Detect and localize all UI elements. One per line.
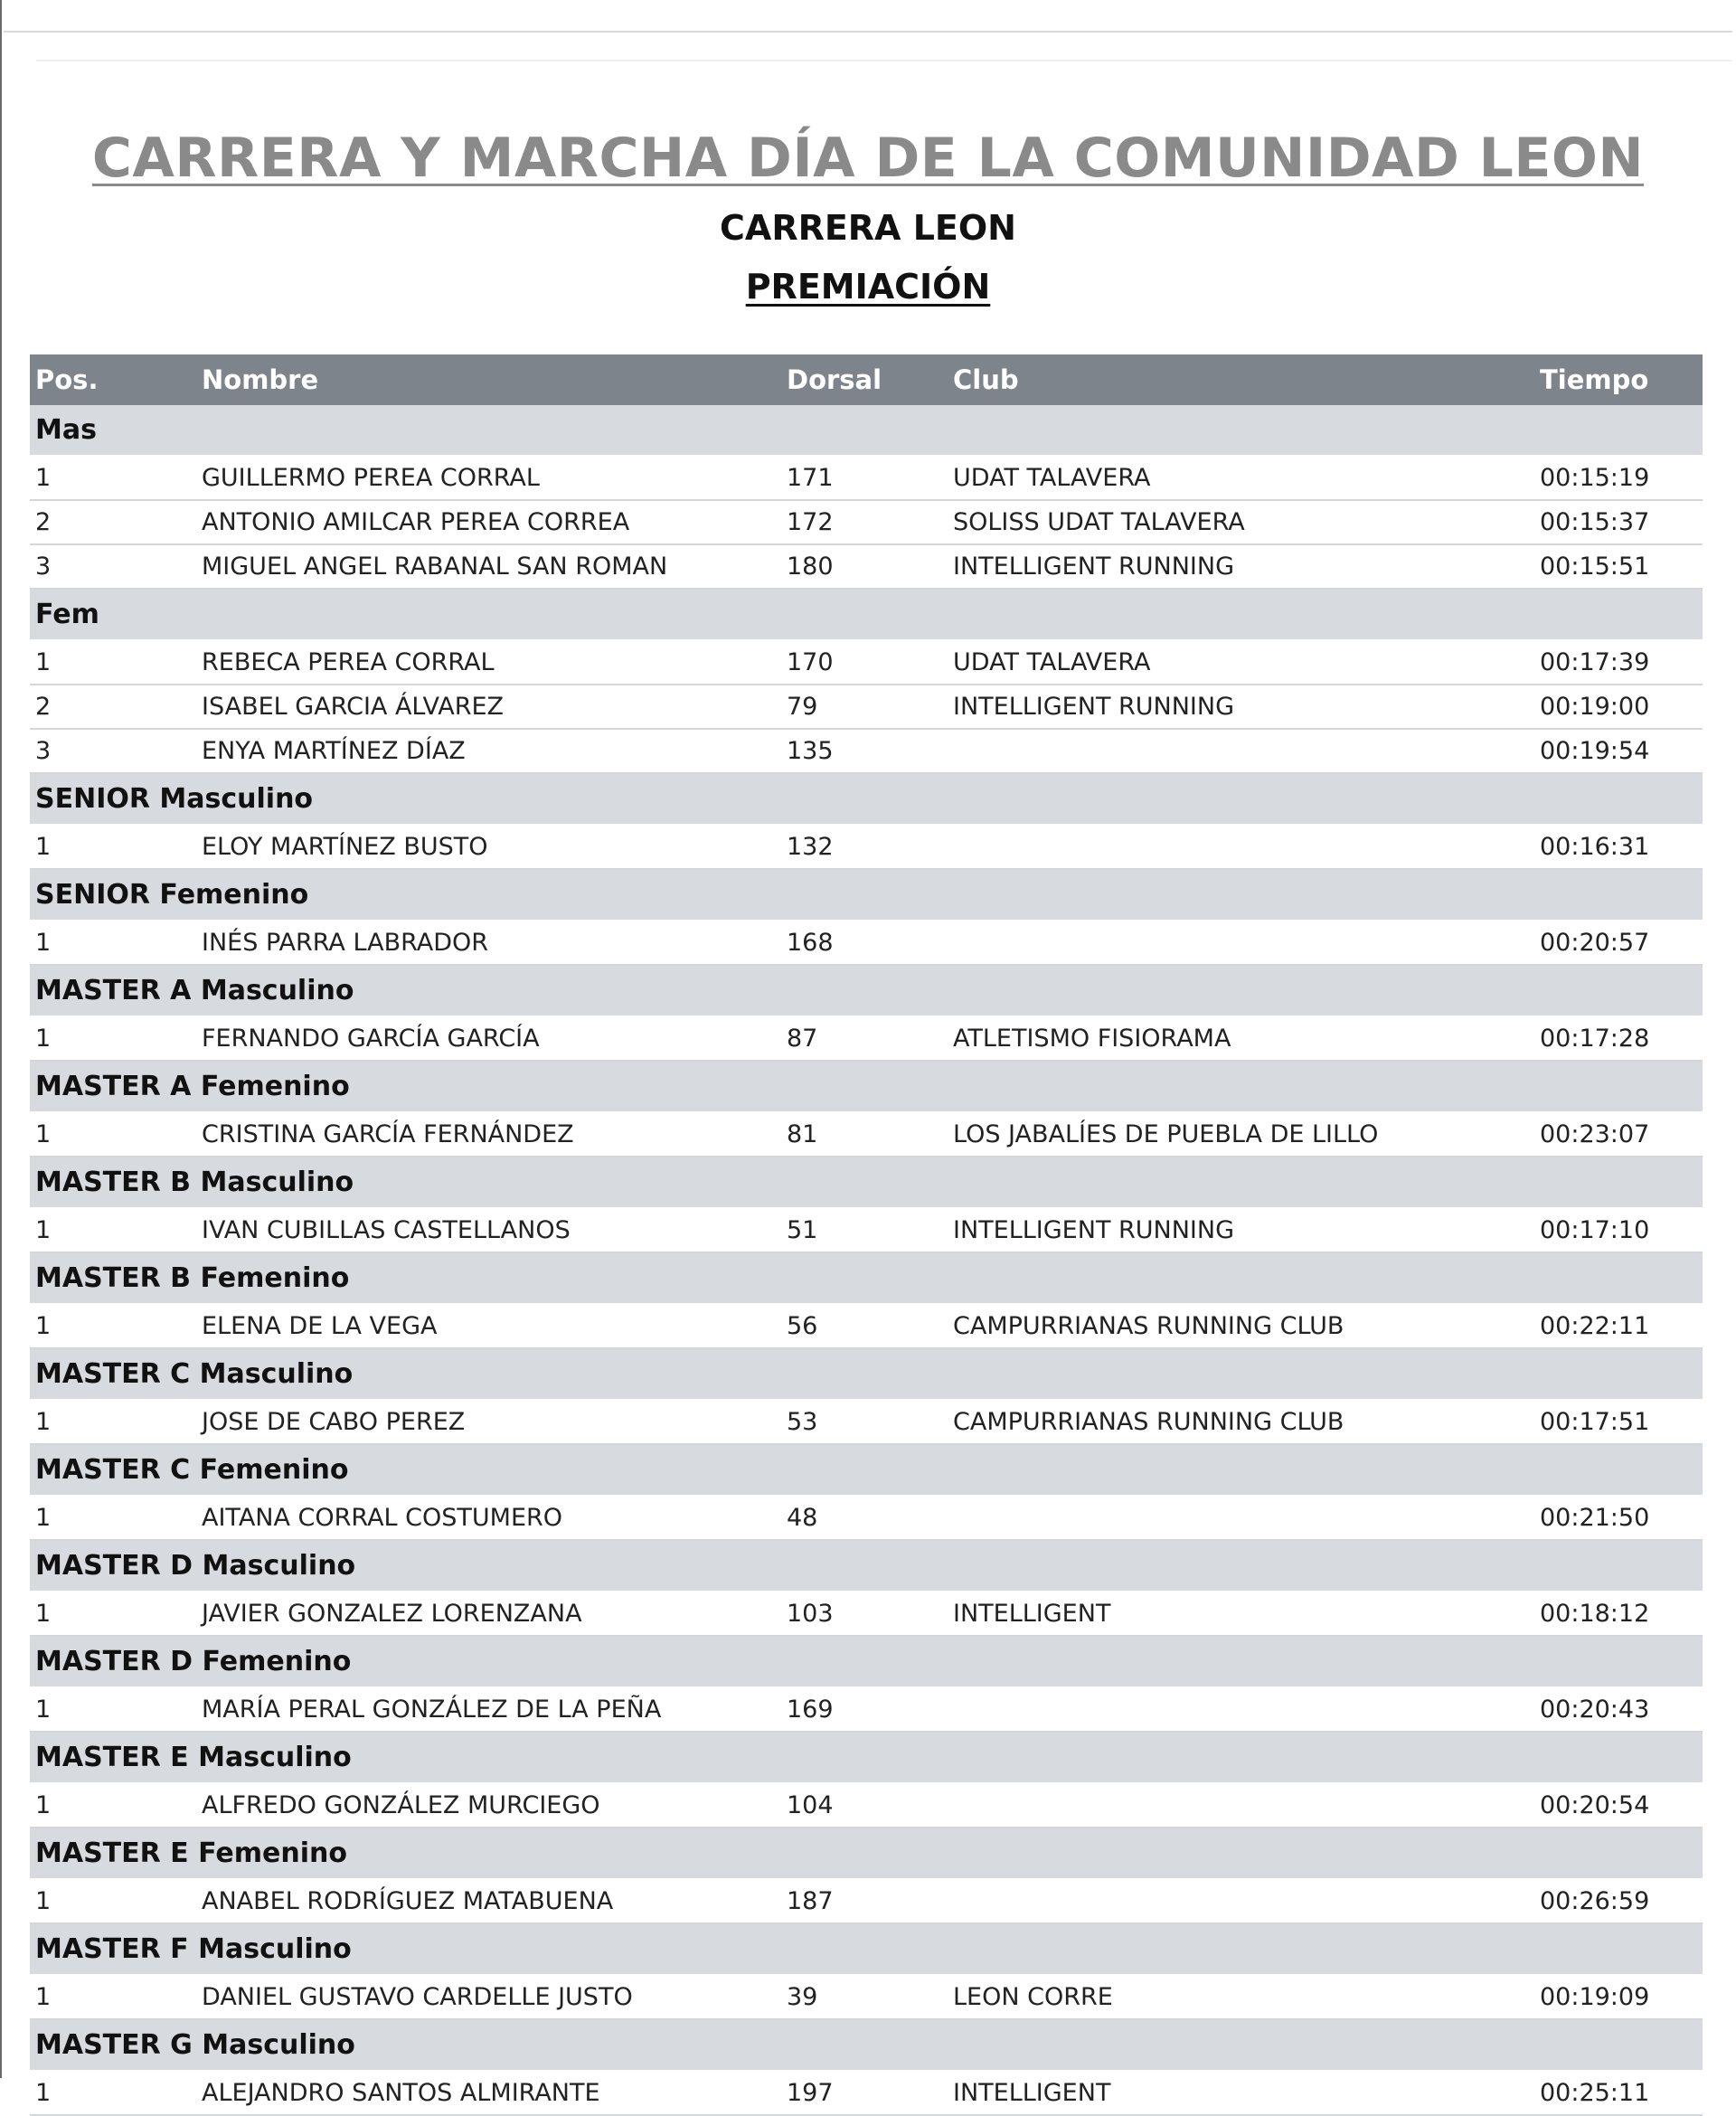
- category-row: [30, 869, 1703, 921]
- category-row: [30, 1444, 1703, 1496]
- cell-pos: 1: [30, 1400, 196, 1444]
- cell-time: 00:15:51: [1534, 544, 1703, 589]
- category-row: [30, 1157, 1703, 1208]
- cell-dorsal: 79: [781, 685, 948, 729]
- cell-club: CAMPURRIANAS RUNNING CLUB: [948, 1304, 1534, 1348]
- cell-dorsal: 168: [781, 921, 948, 965]
- cell-name: REBECA PEREA CORRAL: [196, 640, 781, 685]
- category-label: MASTER B Masculino: [30, 1157, 1703, 1208]
- category-label: MASTER E Masculino: [30, 1732, 1703, 1783]
- cell-dorsal: 104: [781, 1783, 948, 1828]
- cell-name: ENYA MARTÍNEZ DÍAZ: [196, 729, 781, 773]
- category-label: MASTER A Masculino: [30, 965, 1703, 1016]
- table-row: [30, 1783, 1703, 1828]
- column-header-nombre: Nombre: [196, 354, 781, 405]
- cell-pos: 1: [30, 1496, 196, 1540]
- category-row: [30, 589, 1703, 640]
- table-row: [30, 921, 1703, 965]
- cell-dorsal: 171: [781, 456, 948, 500]
- cell-time: 00:17:28: [1534, 1016, 1703, 1061]
- category-row: [30, 1828, 1703, 1879]
- cell-dorsal: 170: [781, 640, 948, 685]
- column-header-dorsal: Dorsal: [781, 354, 948, 405]
- cell-dorsal: 132: [781, 825, 948, 869]
- category-label: SENIOR Masculino: [30, 773, 1703, 825]
- cell-pos: 1: [30, 825, 196, 869]
- cell-time: 00:21:50: [1534, 1496, 1703, 1540]
- cell-pos: 1: [30, 1016, 196, 1061]
- cell-club: CAMPURRIANAS RUNNING CLUB: [948, 1400, 1534, 1444]
- table-row: [30, 2071, 1703, 2115]
- cell-pos: 1: [30, 1975, 196, 2019]
- cell-time: 00:19:00: [1534, 685, 1703, 729]
- top-divider-secondary: [36, 60, 1732, 61]
- cell-time: 00:22:11: [1534, 1304, 1703, 1348]
- category-label: MASTER B Femenino: [30, 1252, 1703, 1304]
- category-label: Mas: [30, 405, 1703, 456]
- cell-time: 00:15:37: [1534, 500, 1703, 544]
- cell-club: [948, 729, 1534, 773]
- cell-club: ATLETISMO FISIORAMA: [948, 1016, 1534, 1061]
- cell-dorsal: 172: [781, 500, 948, 544]
- cell-club: UDAT TALAVERA: [948, 640, 1534, 685]
- cell-dorsal: 87: [781, 1016, 948, 1061]
- table-row: [30, 1975, 1703, 2019]
- cell-club: INTELLIGENT RUNNING: [948, 1208, 1534, 1252]
- cell-pos: 2: [30, 685, 196, 729]
- cell-pos: 1: [30, 640, 196, 685]
- cell-name: JOSE DE CABO PEREZ: [196, 1400, 781, 1444]
- cell-club: LEON CORRE: [948, 1975, 1534, 2019]
- cell-dorsal: 103: [781, 1592, 948, 1636]
- cell-club: INTELLIGENT: [948, 2071, 1534, 2115]
- cell-pos: 1: [30, 1112, 196, 1157]
- cell-dorsal: 197: [781, 2071, 948, 2115]
- category-row: [30, 405, 1703, 456]
- category-row: [30, 1636, 1703, 1687]
- cell-time: 00:19:09: [1534, 1975, 1703, 2019]
- cell-pos: 3: [30, 729, 196, 773]
- category-row: [30, 2019, 1703, 2071]
- cell-time: 00:17:10: [1534, 1208, 1703, 1252]
- table-row: [30, 1592, 1703, 1636]
- cell-club: [948, 1879, 1534, 1923]
- cell-name: ALEJANDRO SANTOS ALMIRANTE: [196, 2071, 781, 2115]
- category-row: [30, 1061, 1703, 1112]
- table-row: [30, 729, 1703, 773]
- cell-time: 00:25:11: [1534, 2071, 1703, 2115]
- cell-club: INTELLIGENT: [948, 1592, 1534, 1636]
- cell-time: 00:26:59: [1534, 1879, 1703, 1923]
- cell-name: ALFREDO GONZÁLEZ MURCIEGO: [196, 1783, 781, 1828]
- cell-club: SOLISS UDAT TALAVERA: [948, 500, 1534, 544]
- cell-club: INTELLIGENT RUNNING: [948, 544, 1534, 589]
- cell-pos: 1: [30, 2071, 196, 2115]
- cell-club: [948, 1496, 1534, 1540]
- cell-club: [948, 1687, 1534, 1732]
- cell-dorsal: 48: [781, 1496, 948, 1540]
- column-header-pos: Pos.: [30, 354, 196, 405]
- cell-dorsal: 180: [781, 544, 948, 589]
- category-row: [30, 1540, 1703, 1592]
- document-title: [0, 127, 1736, 190]
- table-row: [30, 825, 1703, 869]
- cell-pos: 1: [30, 456, 196, 500]
- category-label: MASTER D Femenino: [30, 1636, 1703, 1687]
- cell-club: INTELLIGENT RUNNING: [948, 685, 1534, 729]
- cell-time: 00:20:54: [1534, 1783, 1703, 1828]
- table-row: [30, 640, 1703, 685]
- cell-name: ELENA DE LA VEGA: [196, 1304, 781, 1348]
- cell-name: CRISTINA GARCÍA FERNÁNDEZ: [196, 1112, 781, 1157]
- cell-time: 00:20:43: [1534, 1687, 1703, 1732]
- section-heading-text: PREMIACIÓN: [745, 267, 991, 307]
- cell-name: ANTONIO AMILCAR PEREA CORREA: [196, 500, 781, 544]
- cell-pos: 1: [30, 1304, 196, 1348]
- category-row: [30, 1348, 1703, 1400]
- results-body: [30, 405, 1703, 2115]
- table-row: [30, 1496, 1703, 1540]
- cell-time: 00:15:19: [1534, 456, 1703, 500]
- table-row: [30, 1879, 1703, 1923]
- category-label: MASTER A Femenino: [30, 1061, 1703, 1112]
- category-row: [30, 965, 1703, 1016]
- table-row: [30, 1016, 1703, 1061]
- cell-name: ELOY MARTÍNEZ BUSTO: [196, 825, 781, 869]
- cell-name: MIGUEL ANGEL RABANAL SAN ROMAN: [196, 544, 781, 589]
- category-label: MASTER C Femenino: [30, 1444, 1703, 1496]
- cell-pos: 1: [30, 1208, 196, 1252]
- cell-dorsal: 135: [781, 729, 948, 773]
- category-label: MASTER G Masculino: [30, 2019, 1703, 2071]
- category-label: MASTER E Femenino: [30, 1828, 1703, 1879]
- cell-time: 00:18:12: [1534, 1592, 1703, 1636]
- cell-time: 00:20:57: [1534, 921, 1703, 965]
- top-divider: [4, 31, 1732, 33]
- cell-pos: 1: [30, 1687, 196, 1732]
- cell-dorsal: 39: [781, 1975, 948, 2019]
- column-header-tiempo: Tiempo: [1534, 354, 1703, 405]
- cell-club: [948, 1783, 1534, 1828]
- cell-dorsal: 169: [781, 1687, 948, 1732]
- cell-pos: 1: [30, 921, 196, 965]
- results-table: [30, 354, 1703, 2116]
- category-row: [30, 1252, 1703, 1304]
- table-row: [30, 1687, 1703, 1732]
- cell-dorsal: 51: [781, 1208, 948, 1252]
- category-row: [30, 773, 1703, 825]
- cell-name: DANIEL GUSTAVO CARDELLE JUSTO: [196, 1975, 781, 2019]
- cell-dorsal: 56: [781, 1304, 948, 1348]
- cell-pos: 3: [30, 544, 196, 589]
- cell-pos: 1: [30, 1879, 196, 1923]
- category-row: [30, 1732, 1703, 1783]
- table-row: [30, 1112, 1703, 1157]
- cell-club: UDAT TALAVERA: [948, 456, 1534, 500]
- cell-pos: 1: [30, 1783, 196, 1828]
- table-row: [30, 685, 1703, 729]
- table-header-row: [30, 354, 1703, 405]
- table-row: [30, 1400, 1703, 1444]
- table-row: [30, 1208, 1703, 1252]
- document-subtitle: CARRERA LEON: [720, 208, 1016, 248]
- cell-name: AITANA CORRAL COSTUMERO: [196, 1496, 781, 1540]
- cell-name: FERNANDO GARCÍA GARCÍA: [196, 1016, 781, 1061]
- cell-name: INÉS PARRA LABRADOR: [196, 921, 781, 965]
- table-row: [30, 1304, 1703, 1348]
- cell-name: IVAN CUBILLAS CASTELLANOS: [196, 1208, 781, 1252]
- table-row: [30, 544, 1703, 589]
- category-label: Fem: [30, 589, 1703, 640]
- cell-dorsal: 53: [781, 1400, 948, 1444]
- cell-dorsal: 81: [781, 1112, 948, 1157]
- cell-name: JAVIER GONZALEZ LORENZANA: [196, 1592, 781, 1636]
- document-title-text: CARRERA Y MARCHA DÍA DE LA COMUNIDAD LEON: [91, 127, 1645, 190]
- cell-name: ANABEL RODRÍGUEZ MATABUENA: [196, 1879, 781, 1923]
- cell-pos: 2: [30, 500, 196, 544]
- cell-time: 00:17:51: [1534, 1400, 1703, 1444]
- cell-name: MARÍA PERAL GONZÁLEZ DE LA PEÑA: [196, 1687, 781, 1732]
- cell-time: 00:23:07: [1534, 1112, 1703, 1157]
- category-label: MASTER D Masculino: [30, 1540, 1703, 1592]
- cell-club: [948, 921, 1534, 965]
- section-heading: [0, 267, 1736, 307]
- category-label: SENIOR Femenino: [30, 869, 1703, 921]
- table-row: [30, 456, 1703, 500]
- cell-pos: 1: [30, 1592, 196, 1636]
- cell-name: GUILLERMO PEREA CORRAL: [196, 456, 781, 500]
- category-label: MASTER F Masculino: [30, 1923, 1703, 1975]
- cell-dorsal: 187: [781, 1879, 948, 1923]
- cell-name: ISABEL GARCIA ÁLVAREZ: [196, 685, 781, 729]
- cell-time: 00:19:54: [1534, 729, 1703, 773]
- category-label: MASTER C Masculino: [30, 1348, 1703, 1400]
- cell-time: 00:17:39: [1534, 640, 1703, 685]
- category-row: [30, 1923, 1703, 1975]
- cell-club: LOS JABALÍES DE PUEBLA DE LILLO: [948, 1112, 1534, 1157]
- cell-time: 00:16:31: [1534, 825, 1703, 869]
- cell-club: [948, 825, 1534, 869]
- column-header-club: Club: [948, 354, 1534, 405]
- table-row: [30, 500, 1703, 544]
